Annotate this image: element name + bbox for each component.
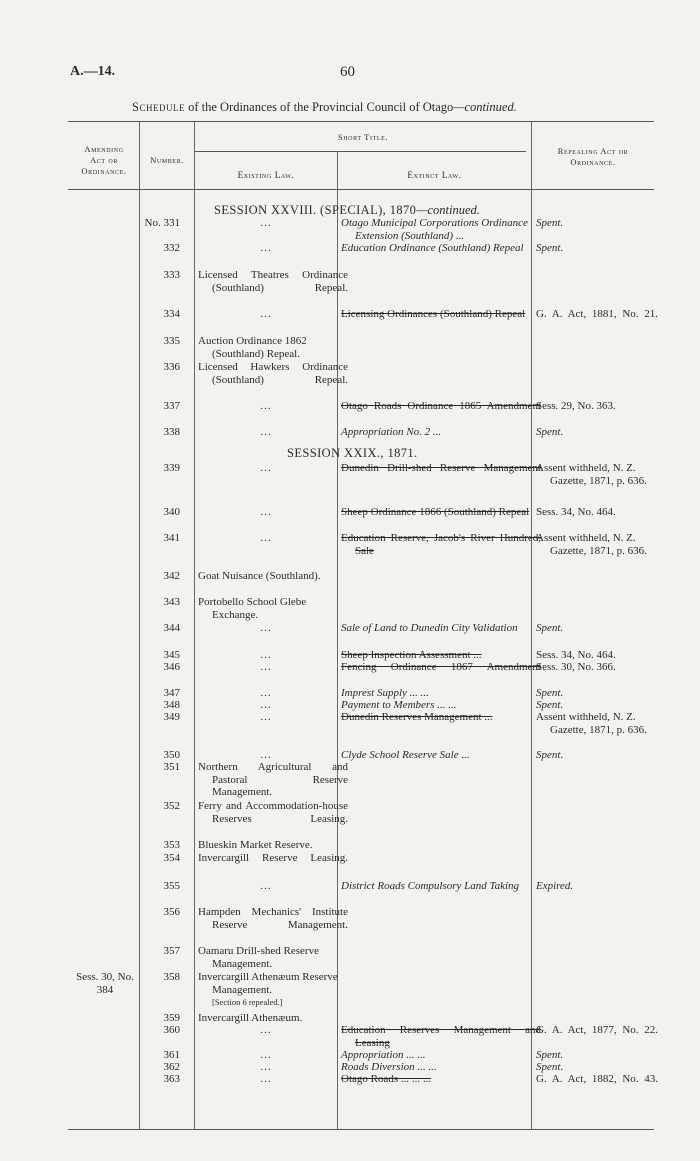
row-number: 352 (163, 800, 180, 812)
row-repeal: Expired. (536, 880, 574, 892)
header-repealing (532, 146, 654, 168)
row-number: 350 (163, 749, 180, 761)
row-extinct: Sheep Inspection Assessment ... (341, 649, 482, 661)
row-extinct: Dunedin Reserves Management ... (341, 711, 493, 723)
header-existing-law: Existing Law. (237, 170, 295, 180)
row-repeal: Sess. 34, No. 464. (536, 649, 616, 661)
row-number: 356 (163, 906, 180, 918)
row-existing: Ferry and Accommodation-house Reserves Leasing. (198, 800, 348, 825)
row-number: 359 (163, 1012, 180, 1024)
row-existing: ... (260, 308, 272, 320)
row-existing: ... (260, 426, 272, 438)
row-extinct: Education Reserve, Jacob's River Hundred, Sale (341, 532, 541, 557)
row-extinct: Clyde School Reserve Sale ... (341, 749, 470, 761)
row-repeal: G. A. Act, 1877, No. 22. (536, 1024, 658, 1036)
col-rule-2 (194, 121, 195, 1129)
row-existing: ... (260, 242, 272, 254)
row-repeal: Spent. (536, 622, 564, 634)
session-28-continued: —continued. (416, 203, 480, 217)
row-extinct: Imprest Supply ... ... (341, 687, 429, 699)
row-number: 354 (163, 852, 180, 864)
row-number: 335 (163, 335, 180, 347)
row-existing: Invercargill Athenæum. (198, 1012, 303, 1024)
caption-continued: —continued. (453, 100, 517, 114)
row-existing: Hampden Mechanics' Institute Reserve Management. (198, 906, 348, 931)
row-existing: Oamaru Drill-shed Reserve Management. (198, 945, 319, 970)
row-existing: ... (260, 711, 272, 723)
row-extinct: Roads Diversion ... ... (341, 1061, 437, 1073)
row-existing: ... (260, 1073, 272, 1085)
row-number: 363 (163, 1073, 180, 1085)
row-existing: ... (260, 687, 272, 699)
row-number: 341 (163, 532, 180, 544)
row-repeal: Assent withheld, N. Z. Gazette, 1871, p. 636. (536, 711, 647, 736)
row-number: 349 (163, 711, 180, 723)
row-number: 348 (163, 699, 180, 711)
session-heading-28 (214, 203, 480, 218)
row-repeal: G. A. Act, 1882, No. 43. (536, 1073, 658, 1085)
row-repeal: Sess. 30, No. 366. (536, 661, 616, 673)
row-extinct: Sale of Land to Dunedin City Validation (341, 622, 518, 634)
row-number: 339 (163, 462, 180, 474)
row-existing: ... (260, 532, 272, 544)
row-number: 351 (163, 761, 180, 773)
table-top-rule (68, 121, 654, 122)
row-existing: Licensed Hawkers Ordinance (Southland) Repeal. (198, 361, 348, 386)
header-number: Number. (150, 155, 184, 165)
row-repeal: Spent. (536, 242, 564, 254)
row-existing: ... (260, 1024, 272, 1036)
row-existing: Portobello School Glebe Exchange. (198, 596, 307, 621)
row-extinct: Appropriation ... ... (341, 1049, 426, 1061)
row-number: 342 (163, 570, 180, 582)
row-extinct: Otago Roads ... ... ... (341, 1073, 432, 1085)
row-repeal: Spent. (536, 699, 564, 711)
row-existing: Licensed Theatres Ordinance (Southland) Repeal. (198, 269, 348, 294)
row-existing: ... (260, 649, 272, 661)
row-number: 337 (163, 400, 180, 412)
row-existing: Invercargill Reserve Leasing. (198, 852, 348, 864)
row-extinct: Dunedin Drill-shed Reserve Management (341, 462, 541, 474)
row-extinct: Education Ordinance (Southland) Repeal (341, 242, 524, 254)
row-existing: ... (260, 880, 272, 892)
row-extinct: Otago Roads Ordinance 1865 Amendment (341, 400, 541, 412)
schedule-caption (132, 100, 517, 115)
row-repeal: Spent. (536, 1049, 564, 1061)
row-extinct: Payment to Members ... ... (341, 699, 457, 711)
row-existing: Goat Nuisance (Southland). (198, 570, 321, 582)
caption-body: of the Ordinances of the Provincial Council of Otago (184, 100, 454, 114)
row-number: 355 (163, 880, 180, 892)
header-short-title: Short Title. (337, 132, 389, 142)
row-existing: Northern Agricultural and Pastoral Reserve Management. (198, 761, 348, 798)
row-extinct: District Roads Compulsory Land Taking (341, 880, 520, 892)
row-number: 347 (163, 687, 180, 699)
page-number: 60 (340, 64, 355, 80)
caption-schedule-word: Schedule (132, 100, 185, 114)
row-repeal: G. A. Act, 1881, No. 21. (536, 308, 658, 320)
header-repealing-line-2: Ordinance. (570, 157, 616, 167)
row-existing: ... (260, 699, 272, 711)
row-existing: ... (260, 462, 272, 474)
row-repeal: Sess. 34, No. 464. (536, 506, 616, 518)
row-number: 353 (163, 839, 180, 851)
row-extinct: Licensing Ordinances (Southland) Repeal (341, 308, 526, 320)
page-code: A.—14. (70, 64, 116, 79)
header-amending-line-3: Ordinance. (81, 166, 127, 176)
row-number: 340 (163, 506, 180, 518)
row-extinct: Education Reserves Management and Leasing (341, 1024, 541, 1049)
row-existing: ... (260, 749, 272, 761)
row-extinct: Appropriation No. 2 ... (341, 426, 442, 438)
row-number: 346 (163, 661, 180, 673)
row-number: 361 (163, 1049, 180, 1061)
short-title-rule (194, 151, 526, 152)
header-extinct-law: Extinct Law. (407, 170, 462, 180)
row-number: 360 (163, 1024, 180, 1036)
row-existing: ... (260, 622, 272, 634)
row-number: 362 (163, 1061, 180, 1073)
row-existing: Blueskin Market Reserve. (198, 839, 313, 851)
header-repealing-line-1: Repealing Act or (557, 146, 629, 156)
row-existing-note: [Section 6 repealed.] (212, 997, 283, 1007)
row-amending: Sess. 30, No. 384 (76, 971, 134, 996)
session-heading-29: SESSION XXIX., 1871. (287, 446, 418, 460)
row-repeal: Assent withheld, N. Z. Gazette, 1871, p. 636. (536, 462, 647, 487)
row-existing: ... (260, 217, 272, 229)
row-number: 336 (163, 361, 180, 373)
row-extinct: Otago Municipal Corporations Ordinance Extension (Southland) ... (341, 217, 528, 242)
row-existing: ... (260, 661, 272, 673)
row-repeal: Sess. 29, No. 363. (536, 400, 616, 412)
session-28-text: SESSION XXVIII. (SPECIAL), 1870 (214, 203, 417, 217)
row-repeal: Spent. (536, 749, 564, 761)
row-existing-title: Invercargill Athenæum Reserve Management. (198, 971, 338, 996)
row-repeal: Spent. (536, 217, 564, 229)
row-number: 358 (163, 971, 180, 983)
row-number: 344 (163, 622, 180, 634)
row-number: 332 (163, 242, 180, 254)
row-existing: ... (260, 1061, 272, 1073)
row-number: No. 331 (144, 217, 180, 229)
header-bottom-rule (68, 189, 654, 190)
row-number: 345 (163, 649, 180, 661)
row-existing (198, 971, 348, 1009)
row-extinct: Sheep Ordinance 1866 (Southland) Repeal (341, 506, 530, 518)
row-number: 357 (163, 945, 180, 957)
row-repeal: Assent withheld, N. Z. Gazette, 1871, p. 636. (536, 532, 647, 557)
row-existing: Auction Ordinance 1862 (Southland) Repeal. (198, 335, 307, 360)
row-extinct: Fencing Ordinance 1867 Amendment (341, 661, 541, 673)
row-number: 338 (163, 426, 180, 438)
row-repeal: Spent. (536, 1061, 564, 1073)
row-repeal: Spent. (536, 687, 564, 699)
header-amending-line-2: Act or (90, 155, 118, 165)
header-amending (70, 144, 138, 177)
row-existing: ... (260, 400, 272, 412)
row-number: 333 (163, 269, 180, 281)
header-amending-line-1: Amending (84, 144, 124, 154)
row-repeal: Spent. (536, 426, 564, 438)
row-number: 343 (163, 596, 180, 608)
row-existing: ... (260, 506, 272, 518)
table-bottom-rule (68, 1129, 654, 1130)
row-existing: ... (260, 1049, 272, 1061)
row-number: 334 (163, 308, 180, 320)
